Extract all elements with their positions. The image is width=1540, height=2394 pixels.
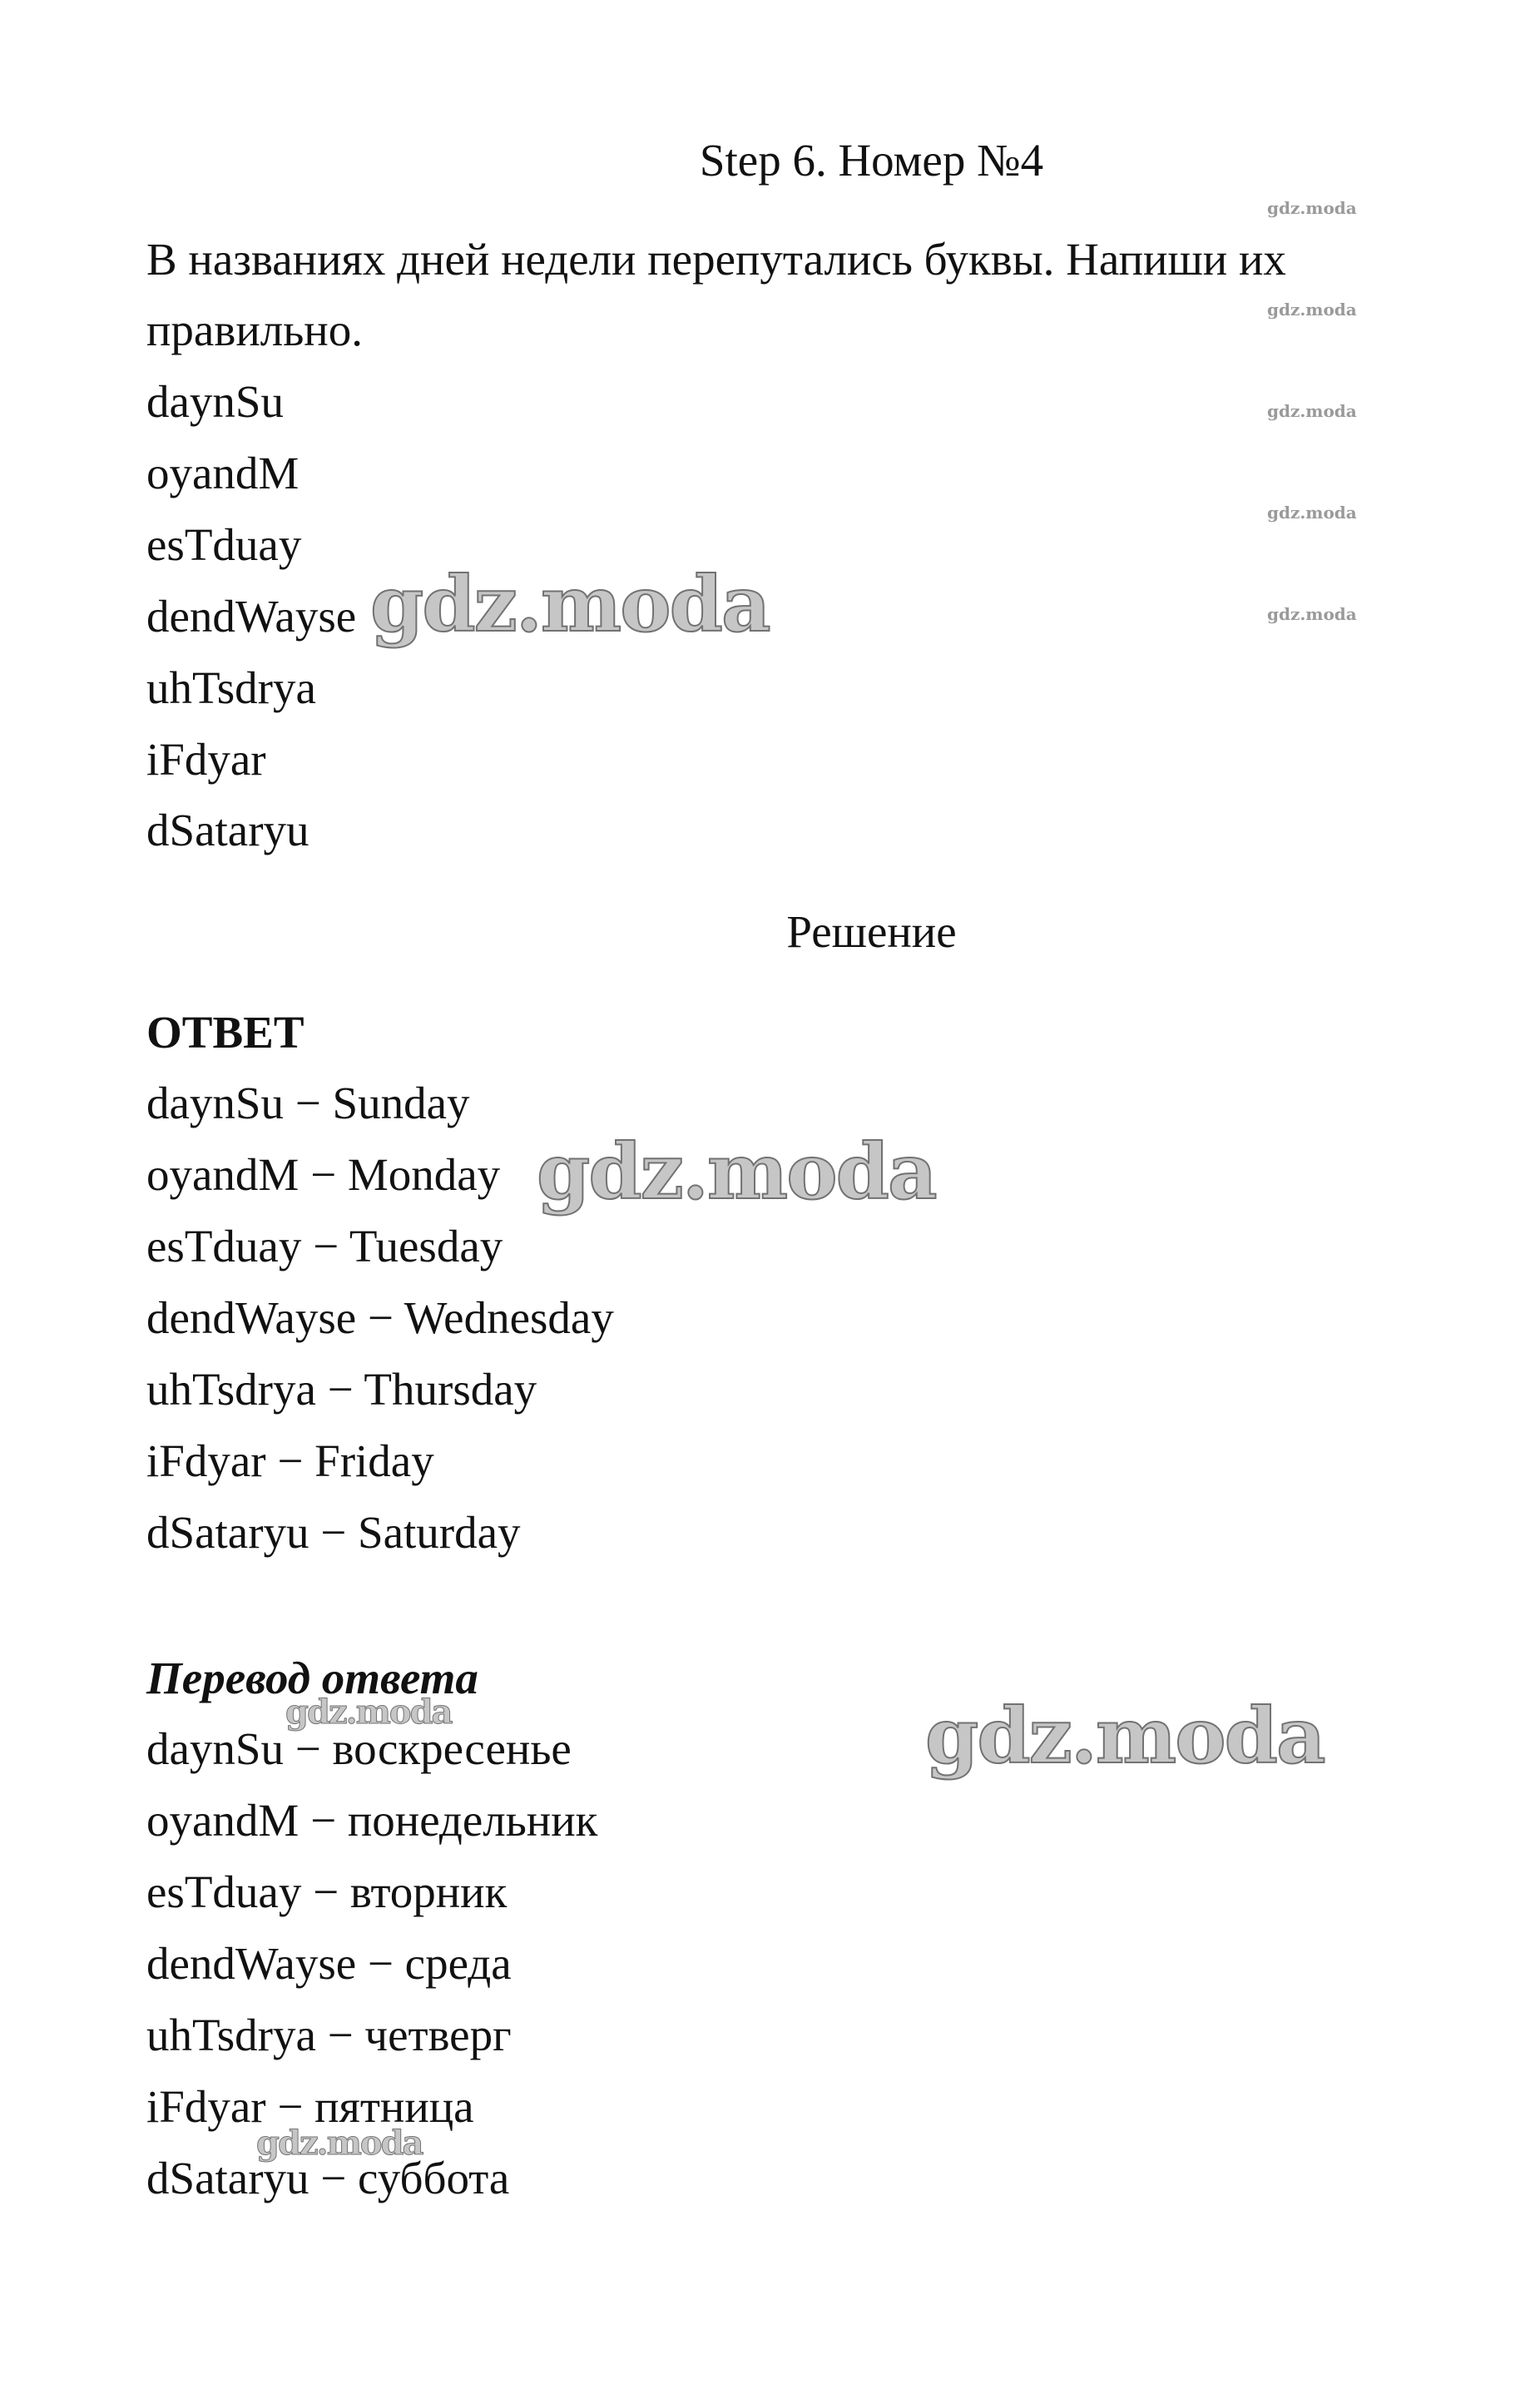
- translation-heading: Перевод ответа: [146, 1653, 478, 1703]
- task-word: dSataryu: [146, 805, 309, 855]
- watermark: gdz.moda: [370, 559, 770, 649]
- task-word: dendWayse: [146, 591, 357, 642]
- translation-line: oyandM − понедельник: [146, 1795, 598, 1846]
- watermark: gdz.moda: [1267, 401, 1357, 421]
- translation-line: dSataryu − суббота: [146, 2153, 510, 2203]
- watermark: gdz.moda: [1267, 198, 1357, 218]
- answer-line: uhTsdrya − Thursday: [146, 1364, 537, 1415]
- task-instruction-line-1: В названиях дней недели перепутались буквы. Напиши их: [146, 234, 1286, 285]
- task-word: esTduay: [146, 519, 302, 570]
- answer-line: iFdyar − Friday: [146, 1435, 434, 1486]
- task-instruction-line-2: правильно.: [146, 305, 363, 355]
- answer-heading: ОТВЕТ: [146, 1007, 305, 1058]
- answer-line: daynSu − Sunday: [146, 1078, 470, 1128]
- task-word: uhTsdrya: [146, 662, 316, 713]
- answer-line: dSataryu − Saturday: [146, 1507, 521, 1558]
- answer-line: oyandM − Monday: [146, 1149, 501, 1200]
- watermark: gdz.moda: [1267, 604, 1357, 624]
- translation-line: iFdyar − пятница: [146, 2081, 474, 2132]
- watermark: gdz.moda: [925, 1691, 1325, 1781]
- translation-line: uhTsdrya − четверг: [146, 2010, 512, 2060]
- task-word: iFdyar: [146, 734, 266, 785]
- watermark: gdz.moda: [285, 1693, 452, 1732]
- watermark: gdz.moda: [1267, 300, 1357, 320]
- solution-heading: Решение: [786, 906, 957, 957]
- watermark: gdz.moda: [537, 1127, 936, 1217]
- translation-line: daynSu − воскресенье: [146, 1723, 572, 1774]
- watermark: gdz.moda: [256, 2124, 423, 2163]
- translation-line: esTduay − вторник: [146, 1866, 508, 1917]
- answer-line: dendWayse − Wednesday: [146, 1292, 614, 1343]
- translation-line: dendWayse − среда: [146, 1938, 512, 1989]
- task-word: daynSu: [146, 376, 284, 427]
- watermark: gdz.moda: [1267, 503, 1357, 523]
- answer-line: esTduay − Tuesday: [146, 1221, 503, 1271]
- page-title: Step 6. Номер №4: [699, 135, 1044, 186]
- task-word: oyandM: [146, 448, 300, 498]
